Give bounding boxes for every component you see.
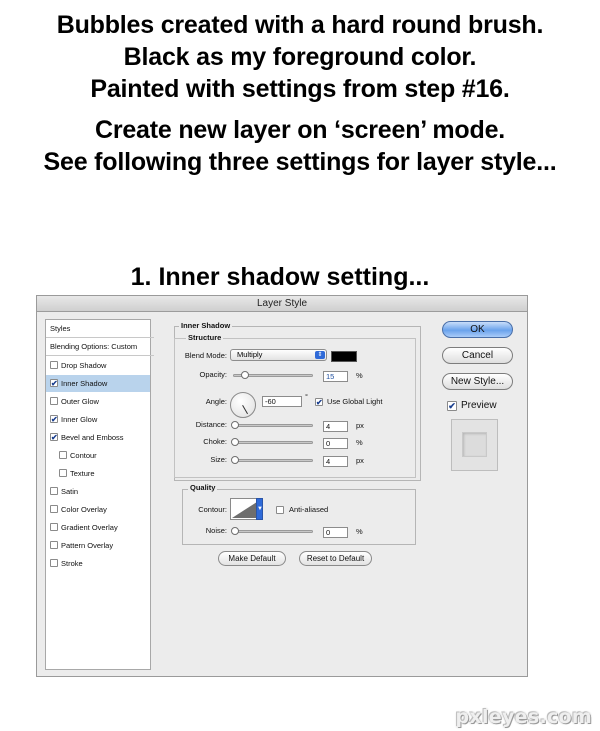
reset-to-default-button[interactable]: Reset to Default	[299, 551, 372, 566]
blend-mode-label: Blend Mode:	[184, 351, 227, 360]
angle-dial[interactable]	[230, 392, 256, 418]
angle-dial-indicator	[242, 405, 248, 414]
noise-label: Noise:	[205, 526, 227, 535]
style-item-label: Gradient Overlay	[61, 523, 118, 532]
style-item-stroke[interactable]	[46, 555, 150, 572]
style-preview-thumbnail	[451, 419, 498, 471]
size-input[interactable]: 4	[323, 456, 348, 467]
blending-options-item[interactable]: Blending Options: Custom	[46, 338, 154, 356]
choke-input[interactable]: 0	[323, 438, 348, 449]
headline-line-2: Black as my foreground color.	[123, 43, 477, 71]
style-item-checkbox[interactable]	[50, 487, 58, 495]
choke-unit: %	[356, 438, 363, 447]
new-style-button[interactable]: New Style...	[442, 373, 513, 390]
use-global-light-label: Use Global Light	[327, 397, 383, 406]
opacity-input[interactable]: 15	[323, 371, 348, 382]
style-item-gradient-overlay[interactable]	[46, 519, 150, 536]
style-item-texture[interactable]	[46, 465, 150, 482]
style-item-contour[interactable]	[46, 447, 150, 464]
distance-slider-thumb[interactable]	[231, 421, 239, 429]
choke-slider-thumb[interactable]	[231, 438, 239, 446]
cancel-button[interactable]: Cancel	[442, 347, 513, 364]
style-item-label: Contour	[70, 451, 97, 460]
style-item-satin[interactable]	[46, 483, 150, 500]
style-item-checkbox[interactable]	[50, 397, 58, 405]
quality-legend: Quality	[190, 483, 216, 492]
distance-unit: px	[356, 421, 364, 430]
size-slider-thumb[interactable]	[231, 456, 239, 464]
style-item-checkbox[interactable]	[50, 505, 58, 513]
headline-line-5: See following three settings for layer style...	[43, 148, 557, 176]
style-item-label: Bevel and Emboss	[61, 433, 124, 442]
style-item-checkbox[interactable]	[59, 451, 67, 459]
noise-slider-thumb[interactable]	[231, 527, 239, 535]
opacity-label: Opacity:	[199, 370, 227, 379]
angle-input[interactable]: -60	[262, 396, 302, 407]
shadow-color-swatch[interactable]	[331, 351, 357, 362]
headline-line-3: Painted with settings from step #16.	[90, 75, 510, 103]
style-item-label: Pattern Overlay	[61, 541, 114, 550]
anti-aliased-label: Anti-aliased	[289, 505, 329, 514]
preview-label: Preview	[461, 400, 497, 411]
style-preview-swatch	[462, 432, 487, 457]
noise-input[interactable]: 0	[323, 527, 348, 538]
blend-mode-select[interactable]: Multiply ⇕	[230, 349, 327, 361]
angle-label: Angle:	[205, 397, 227, 406]
style-item-checkbox[interactable]	[50, 523, 58, 531]
style-item-pattern-overlay[interactable]	[46, 537, 150, 554]
quality-group	[182, 489, 416, 545]
style-item-checkbox[interactable]	[50, 559, 58, 567]
style-item-inner-glow[interactable]	[46, 411, 150, 428]
choke-label: Choke:	[203, 437, 227, 446]
subheading: 1. Inner shadow setting...	[130, 263, 430, 291]
distance-input[interactable]: 4	[323, 421, 348, 432]
ok-button[interactable]: OK	[442, 321, 513, 338]
style-item-inner-shadow[interactable]	[46, 375, 150, 392]
headline-line-4: Create new layer on ‘screen’ mode.	[94, 116, 506, 144]
headline-line-1: Bubbles created with a hard round brush.	[56, 11, 544, 39]
preview-checkbox[interactable]: ✔	[448, 401, 456, 411]
use-global-light-checkbox[interactable]: ✔	[316, 398, 323, 407]
style-item-label: Color Overlay	[61, 505, 107, 514]
size-label: Size:	[210, 455, 227, 464]
structure-legend: Structure	[188, 333, 222, 342]
opacity-slider-thumb[interactable]	[241, 371, 249, 379]
style-item-checkbox[interactable]	[50, 541, 58, 549]
noise-slider[interactable]	[233, 530, 313, 533]
style-item-bevel-and-emboss[interactable]	[46, 429, 150, 446]
style-item-color-overlay[interactable]	[46, 501, 150, 518]
distance-label: Distance:	[195, 420, 227, 429]
style-item-drop-shadow[interactable]	[46, 357, 150, 374]
style-item-checkbox[interactable]	[59, 469, 67, 477]
make-default-button[interactable]: Make Default	[218, 551, 286, 566]
noise-unit: %	[356, 527, 363, 536]
style-item-label: Stroke	[61, 559, 83, 568]
style-item-label: Texture	[70, 469, 95, 478]
distance-slider[interactable]	[233, 424, 313, 427]
styles-header[interactable]: Styles	[46, 320, 154, 338]
contour-label: Contour:	[198, 505, 227, 514]
pxleyes-watermark-logo: pxleyes.com	[455, 706, 592, 728]
style-item-checkbox[interactable]	[50, 361, 58, 369]
style-item-checkbox[interactable]: ✔	[51, 415, 58, 424]
angle-unit: °	[305, 392, 308, 401]
style-item-label: Inner Shadow	[61, 379, 108, 388]
style-item-label: Satin	[61, 487, 79, 496]
contour-dropdown-arrow-icon[interactable]: ▼	[256, 498, 263, 520]
style-item-label: Drop Shadow	[61, 361, 107, 370]
inner-shadow-title: Inner Shadow	[181, 321, 231, 330]
style-item-outer-glow[interactable]	[46, 393, 150, 410]
layer-style-dialog	[36, 295, 528, 677]
chevron-updown-icon: ⇕	[315, 351, 325, 359]
styles-list	[45, 319, 151, 670]
style-item-checkbox[interactable]: ✔	[51, 379, 58, 388]
style-item-label: Inner Glow	[61, 415, 98, 424]
anti-aliased-checkbox[interactable]	[276, 506, 284, 514]
style-item-label: Outer Glow	[61, 397, 99, 406]
size-unit: px	[356, 456, 364, 465]
size-slider[interactable]	[233, 459, 313, 462]
opacity-unit: %	[356, 371, 363, 380]
choke-slider[interactable]	[233, 441, 313, 444]
style-item-checkbox[interactable]: ✔	[51, 433, 58, 442]
dialog-title: Layer Style	[37, 296, 527, 312]
